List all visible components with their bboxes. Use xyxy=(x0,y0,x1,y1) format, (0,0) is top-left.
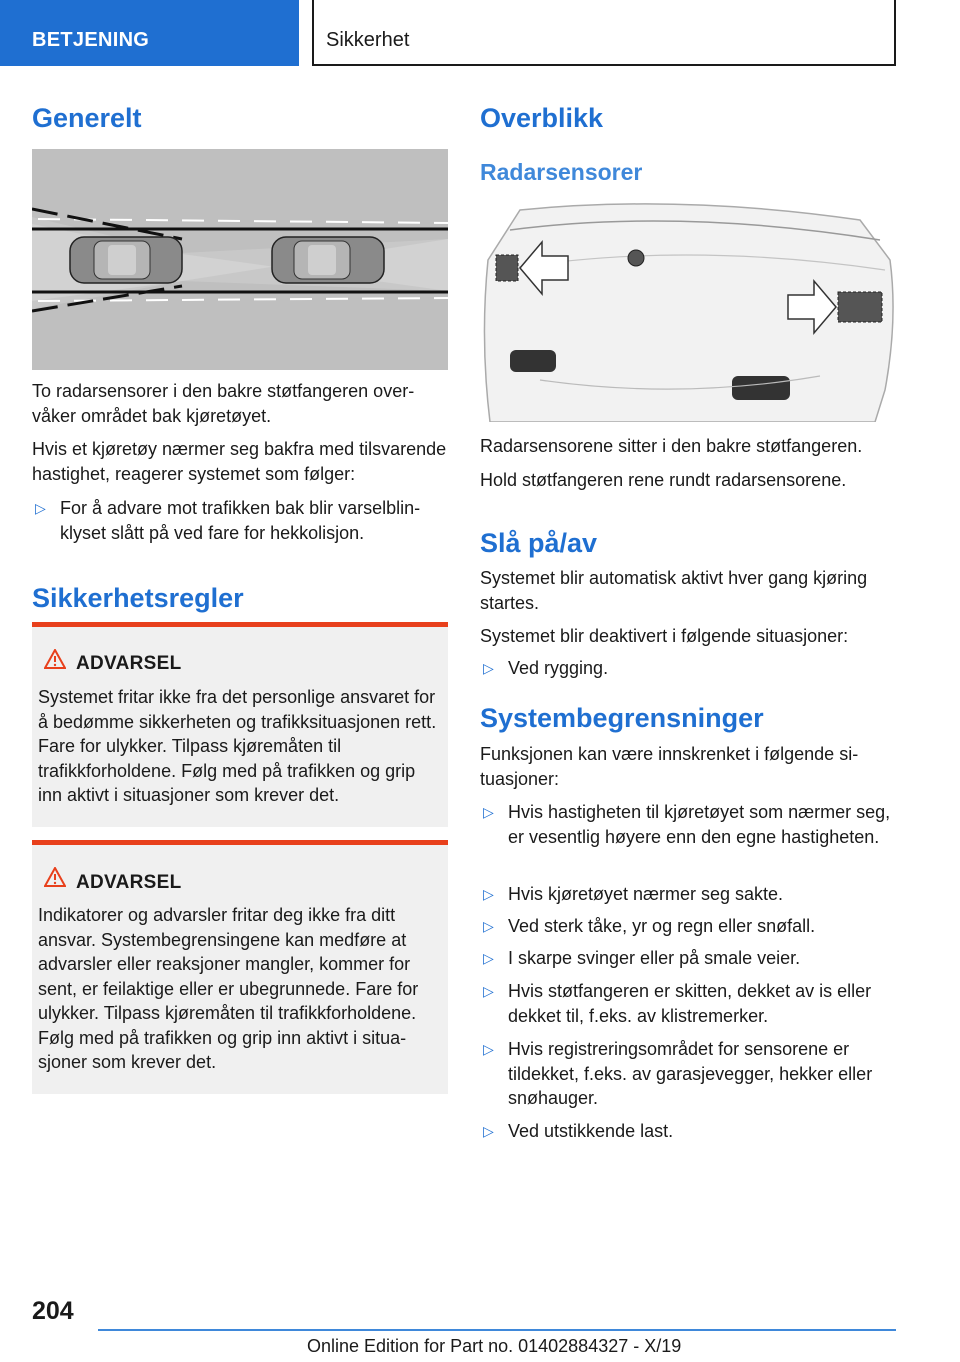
general-bullet xyxy=(32,496,448,545)
warning-title: ADVARSEL xyxy=(76,872,182,893)
bullet-text: Hvis støtfangeren er skitten, dekket av is eller dekket til, f.eks. av klistremerker. xyxy=(508,981,872,1026)
chapter-title: Sikkerhet xyxy=(312,0,896,66)
bullet-triangle-icon: ▷ xyxy=(483,1041,494,1057)
bullet-triangle-icon: ▷ xyxy=(483,886,494,902)
section-tab: BETJENING xyxy=(0,0,299,66)
footer-edition: Online Edition for Part no. 01402884327 - X/19 xyxy=(307,1336,682,1356)
section-title-general: Generelt xyxy=(32,103,142,133)
road-diagram xyxy=(32,149,448,370)
limits-bullet xyxy=(480,914,896,939)
section-title-safety: Sikkerhetsregler xyxy=(32,583,244,613)
car-rear xyxy=(70,237,182,283)
bullet-triangle-icon: ▷ xyxy=(483,804,494,820)
limits-bullet xyxy=(480,946,896,971)
warning-triangle-icon xyxy=(44,649,66,669)
section-title-limits: Systembegrensninger xyxy=(480,703,764,733)
limits-bullet xyxy=(480,1119,896,1144)
warning-text: Indikatorer og advarsler fritar deg ikke fra ditt ansvar. Systembegrensingene kan medføre at advarsler eller reaksjoner mangler, kommer for sent, er feilaktige eller er ubegrunnede. Fare for ulykker. Tilpass kjøremåten til trafikkforholdene. Følg med på trafikken og grip inn aktivt i situasjoner som krever det. xyxy=(38,905,419,1072)
car-rear-illustration xyxy=(480,200,896,422)
bullet-triangle-icon: ▷ xyxy=(483,918,494,934)
footer-divider xyxy=(98,1329,896,1331)
bullet-text: Ved sterk tåke, yr og regn eller snøfall. xyxy=(508,916,816,936)
car-rear-image xyxy=(480,200,896,427)
onoff-paragraph-1: Systemet blir automatisk aktivt hver gang kjøring startes. xyxy=(480,568,868,613)
bullet-triangle-icon: ▷ xyxy=(35,500,46,516)
bullet-text: For å advare mot trafikken bak blir varselblinklyset slått på ved fare for hekkolisjon. xyxy=(60,498,421,543)
warning-triangle-icon xyxy=(44,867,66,887)
limits-bullet xyxy=(480,882,896,907)
bullet-text: Hvis registreringsområdet for sensorene er tildekket, f.eks. av garasjevegger, hekker eller snøhauger. xyxy=(508,1039,873,1108)
warning-box-2 xyxy=(32,840,448,1094)
limits-bullet xyxy=(480,800,896,849)
limits-bullet xyxy=(480,1037,896,1111)
limits-bullet xyxy=(480,979,896,1028)
subsection-title-radar: Radarsensorer xyxy=(480,159,643,185)
warning-title: ADVARSEL xyxy=(76,653,182,674)
general-paragraph-1: To radarsensorer i den bakre støtfangeren overvåker området bak kjøretøyet. xyxy=(32,381,415,426)
general-paragraph-2: Hvis et kjøretøy nærmer seg bakfra med tilsvarende hastighet, reagerer systemet som følger: xyxy=(32,439,447,484)
warning-box-1 xyxy=(32,622,448,827)
bullet-triangle-icon: ▷ xyxy=(483,950,494,966)
bullet-text: I skarpe svinger eller på smale veier. xyxy=(508,948,801,968)
bullet-triangle-icon: ▷ xyxy=(483,660,494,676)
onoff-bullet xyxy=(480,656,896,681)
page-number: 204 xyxy=(32,1297,74,1325)
radar-paragraph-1: Radarsensorene sitter i den bakre støtfangeren. xyxy=(480,436,863,456)
bullet-text: Ved rygging. xyxy=(508,658,609,678)
warning-text: Systemet fritar ikke fra det personlige ansvaret for å bedømme sikkerheten og trafikksituasjonen rett. Fare for ulykker. Tilpass kjøremåten til trafikkforholdene. Følg med på trafikken og grip inn aktivt i situasjoner som krever det. xyxy=(38,687,437,805)
bullet-triangle-icon: ▷ xyxy=(483,983,494,999)
onoff-paragraph-2: Systemet blir deaktivert i følgende situasjoner: xyxy=(480,626,849,646)
road-diagram-image xyxy=(32,149,448,375)
limits-paragraph: Funksjonen kan være innskrenket i følgende situasjoner: xyxy=(480,744,859,789)
bullet-text: Ved utstikkende last. xyxy=(508,1121,674,1141)
radar-paragraph-2: Hold støtfangeren rene rundt radarsensorene. xyxy=(480,470,847,490)
car-front xyxy=(272,237,384,283)
bullet-text: Hvis hastigheten til kjøretøyet som nærmer seg, er vesentlig høyere enn den egne hastigheten. xyxy=(508,802,891,847)
bullet-text: Hvis kjøretøyet nærmer seg sakte. xyxy=(508,884,784,904)
bullet-triangle-icon: ▷ xyxy=(483,1123,494,1139)
section-title-overview: Overblikk xyxy=(480,103,604,133)
section-title-onoff: Slå på/av xyxy=(480,528,598,558)
